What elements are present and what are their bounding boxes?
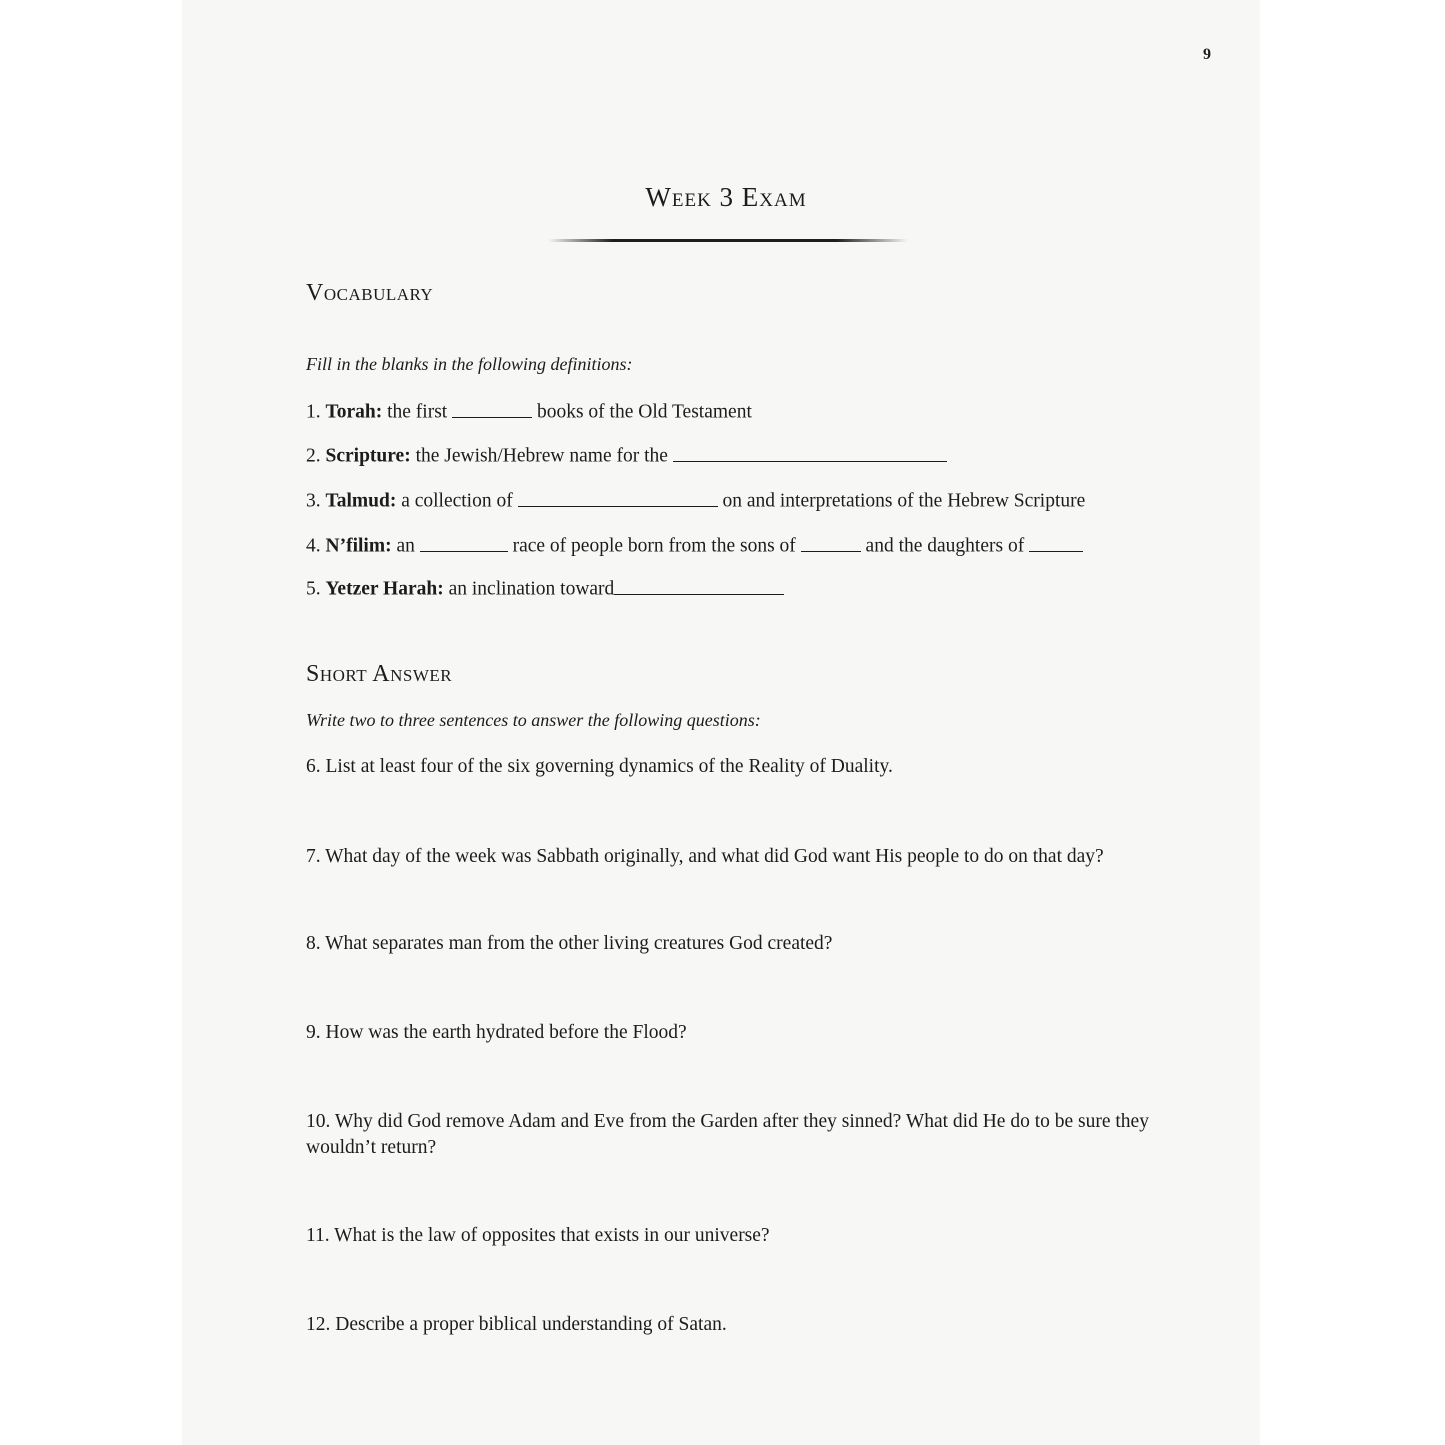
short-answer-instruction: Write two to three sentences to answer the following questions: (306, 710, 761, 730)
answer-blank[interactable] (452, 399, 532, 418)
short-answer-heading: Short Answer (306, 661, 453, 687)
answer-blank[interactable] (518, 488, 718, 507)
vocab-text: on and interpretations of the Hebrew Scripture (722, 490, 1086, 512)
page-number: 9 (1203, 46, 1211, 63)
title-divider (548, 239, 908, 242)
vocab-number: 5. (306, 578, 321, 600)
vocab-text: and the daughters of (865, 535, 1025, 557)
vocab-term: Talmud: (325, 490, 397, 512)
answer-blank[interactable] (1029, 533, 1083, 552)
question-7: 7. What day of the week was Sabbath originally, and what did God want His people to do on that day? (306, 846, 1104, 867)
question-12: 12. Describe a proper biblical understanding of Satan. (306, 1314, 727, 1335)
vocab-number: 1. (306, 401, 321, 423)
question-8: 8. What separates man from the other living creatures God created? (306, 933, 833, 954)
vocab-term: Scripture: (325, 445, 411, 467)
question-6: 6. List at least four of the six governing dynamics of the Reality of Duality. (306, 756, 893, 777)
vocabulary-heading: Vocabulary (306, 280, 434, 306)
vocab-number: 3. (306, 490, 321, 512)
vocab-text: a collection of (401, 490, 513, 512)
vocab-text: the first (387, 401, 448, 423)
vocabulary-instruction: Fill in the blanks in the following definitions: (306, 354, 633, 374)
vocab-number: 2. (306, 445, 321, 467)
answer-blank[interactable] (420, 533, 508, 552)
exam-title: Week 3 Exam (645, 182, 807, 212)
vocab-term: Yetzer Harah: (325, 578, 444, 600)
vocab-item-nfilim (306, 533, 1083, 558)
vocab-number: 4. (306, 535, 321, 557)
vocab-item-torah (306, 399, 752, 424)
question-9: 9. How was the earth hydrated before the Flood? (306, 1022, 687, 1043)
question-10: 10. Why did God remove Adam and Eve from the Garden after they sinned? What did He do to be sure they wouldn’t return? (306, 1111, 1149, 1158)
question-11: 11. What is the law of opposites that exists in our universe? (306, 1225, 770, 1246)
vocab-text: race of people born from the sons of (512, 535, 796, 557)
answer-blank[interactable] (673, 443, 947, 462)
answer-blank[interactable] (614, 576, 784, 595)
vocab-item-yetzer-harah (306, 576, 784, 601)
vocab-term: Torah: (325, 401, 383, 423)
vocab-item-talmud (306, 488, 1085, 513)
vocab-item-scripture (306, 443, 947, 468)
vocab-text: the Jewish/Hebrew name for the (415, 445, 668, 467)
answer-blank[interactable] (801, 533, 861, 552)
vocab-text: an (396, 535, 415, 557)
vocab-text: an inclination toward (448, 578, 615, 600)
vocab-text: books of the Old Testament (536, 401, 752, 423)
vocab-term: N’filim: (325, 535, 392, 557)
